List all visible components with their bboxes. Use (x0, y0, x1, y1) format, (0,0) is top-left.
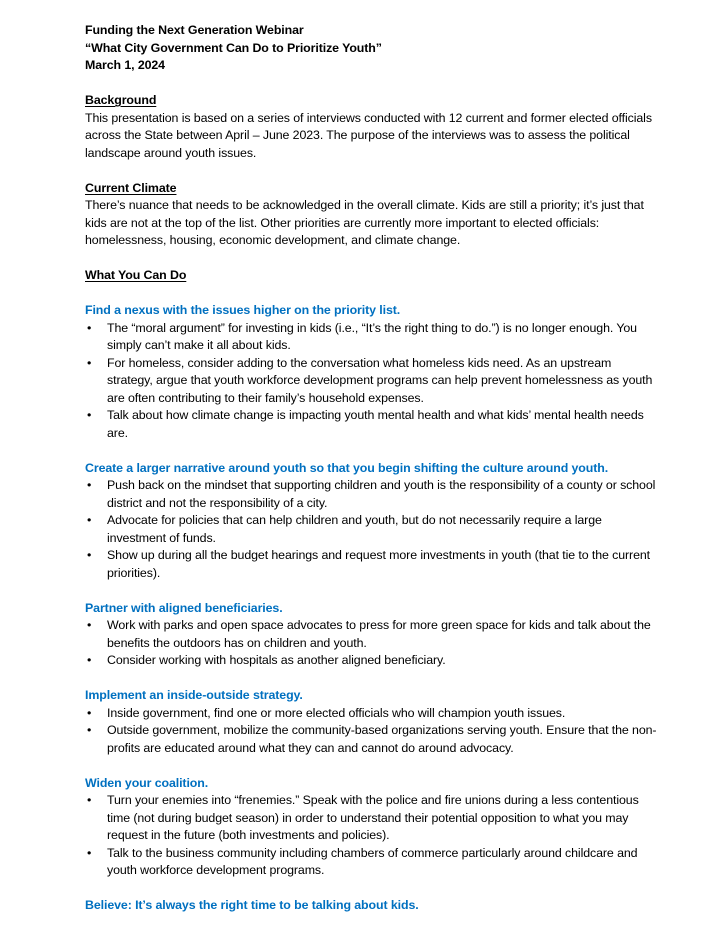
spacer (85, 162, 660, 180)
strategy-title: Partner with aligned beneficiaries. (85, 600, 283, 615)
background-body: This presentation is based on a series of interviews conducted with 12 current and former elected officials across the State between April – June 2023. The purpose of the interviews was to assess the political landscape around youth issues. (85, 110, 652, 160)
spacer (85, 670, 660, 688)
bullet-text: Talk about how climate change is impacting youth mental health and what kids’ mental health needs are. (107, 408, 644, 440)
bullet-item (85, 617, 660, 652)
bullet-text: Push back on the mindset that supporting children and youth is the responsibility of a county or school district and not the responsibility of a city. (107, 478, 656, 510)
bullet-dot-icon: • (87, 723, 92, 737)
bullet-dot-icon: • (87, 478, 92, 492)
bullet-dot-icon: • (87, 513, 92, 527)
bullet-list (85, 705, 660, 758)
bullet-dot-icon: • (87, 320, 92, 335)
closing-statement: Believe: It’s always the right time to be talking about kids. (85, 898, 419, 912)
bullet-dot-icon: • (87, 705, 92, 720)
document-date: March 1, 2024 (85, 58, 165, 72)
bullet-text: For homeless, consider adding to the conversation what homeless kids need. As an upstream strategy, argue that youth workforce development programs can help prevent homelessness as youth are often contributing to their family’s household expenses. (107, 355, 653, 405)
strategy-title: Create a larger narrative around youth so that you begin shifting the culture around youth. (85, 460, 609, 475)
strategy-block (85, 460, 660, 600)
spacer (85, 757, 660, 775)
bullet-item (85, 407, 660, 442)
bullet-dot-icon: • (87, 355, 92, 370)
bullet-item (85, 652, 660, 670)
spacer (85, 250, 660, 268)
bullet-text: Turn your enemies into “frenemies.” Speak with the police and fire unions during a less contentious time (not during budget season) in order to understand their potential opposition to what you may request in the future (both investments and policies). (107, 793, 639, 842)
bullet-text: Inside government, find one or more elected officials who will champion youth issues. (107, 705, 566, 720)
background-heading: Background (85, 93, 157, 107)
strategy-block (85, 302, 660, 460)
bullet-list (85, 477, 660, 582)
bullet-text: Show up during all the budget hearings and request more investments in youth (that tie to the current priorities). (107, 548, 650, 580)
bullet-list (85, 792, 660, 880)
bullet-item (85, 477, 660, 512)
spacer (85, 75, 660, 93)
bullet-item (85, 320, 660, 355)
bullet-list (85, 617, 660, 670)
bullet-text: Work with parks and open space advocates to press for more green space for kids and talk about the benefits the outdoors has on children and youth. (107, 618, 651, 650)
bullet-item (85, 792, 660, 845)
document-title: Funding the Next Generation Webinar (85, 23, 304, 37)
strategy-block (85, 687, 660, 775)
strategy-block (85, 600, 660, 688)
strategies-list (85, 302, 660, 897)
bullet-dot-icon: • (87, 408, 92, 422)
spacer (85, 285, 660, 303)
bullet-dot-icon: • (87, 618, 92, 632)
document-subtitle: “What City Government Can Do to Prioritize Youth” (85, 40, 382, 55)
current-climate-body: There’s nuance that needs to be acknowledged in the overall climate. Kids are still a priority; it’s just that kids are not at the top of the list. Other priorities are currently more important to elected officials: homelessness, housing, economic development, and climate change. (85, 198, 644, 247)
spacer (85, 880, 660, 898)
bullet-list (85, 320, 660, 443)
bullet-item (85, 705, 660, 723)
bullet-text: Advocate for policies that can help children and youth, but do not necessarily require a large investment of funds. (107, 513, 602, 545)
spacer (85, 442, 660, 460)
bullet-text: Consider working with hospitals as another aligned beneficiary. (107, 653, 446, 667)
bullet-text: Talk to the business community including chambers of commerce particularly around childcare and youth workforce development programs. (107, 845, 638, 877)
spacer (85, 582, 660, 600)
strategy-title: Find a nexus with the issues higher on the priority list. (85, 303, 401, 317)
bullet-dot-icon: • (87, 653, 92, 667)
bullet-dot-icon: • (87, 548, 92, 562)
strategy-block (85, 775, 660, 898)
what-you-can-do-heading: What You Can Do (85, 268, 187, 282)
bullet-dot-icon: • (87, 793, 92, 807)
bullet-item (85, 722, 660, 757)
strategy-title: Widen your coalition. (85, 775, 209, 790)
bullet-dot-icon: • (87, 845, 92, 860)
bullet-item (85, 547, 660, 582)
bullet-item (85, 845, 660, 880)
current-climate-heading: Current Climate (85, 180, 177, 195)
bullet-text: Outside government, mobilize the community-based organizations serving youth. Ensure that the non-profits are educated around what they can and cannot do around advocacy. (107, 723, 657, 755)
bullet-item (85, 512, 660, 547)
strategy-title: Implement an inside-outside strategy. (85, 688, 303, 702)
bullet-text: The “moral argument” for investing in kids (i.e., “It’s the right thing to do.”) is no longer enough. You simply can’t make it all about kids. (107, 320, 637, 352)
bullet-item (85, 355, 660, 408)
